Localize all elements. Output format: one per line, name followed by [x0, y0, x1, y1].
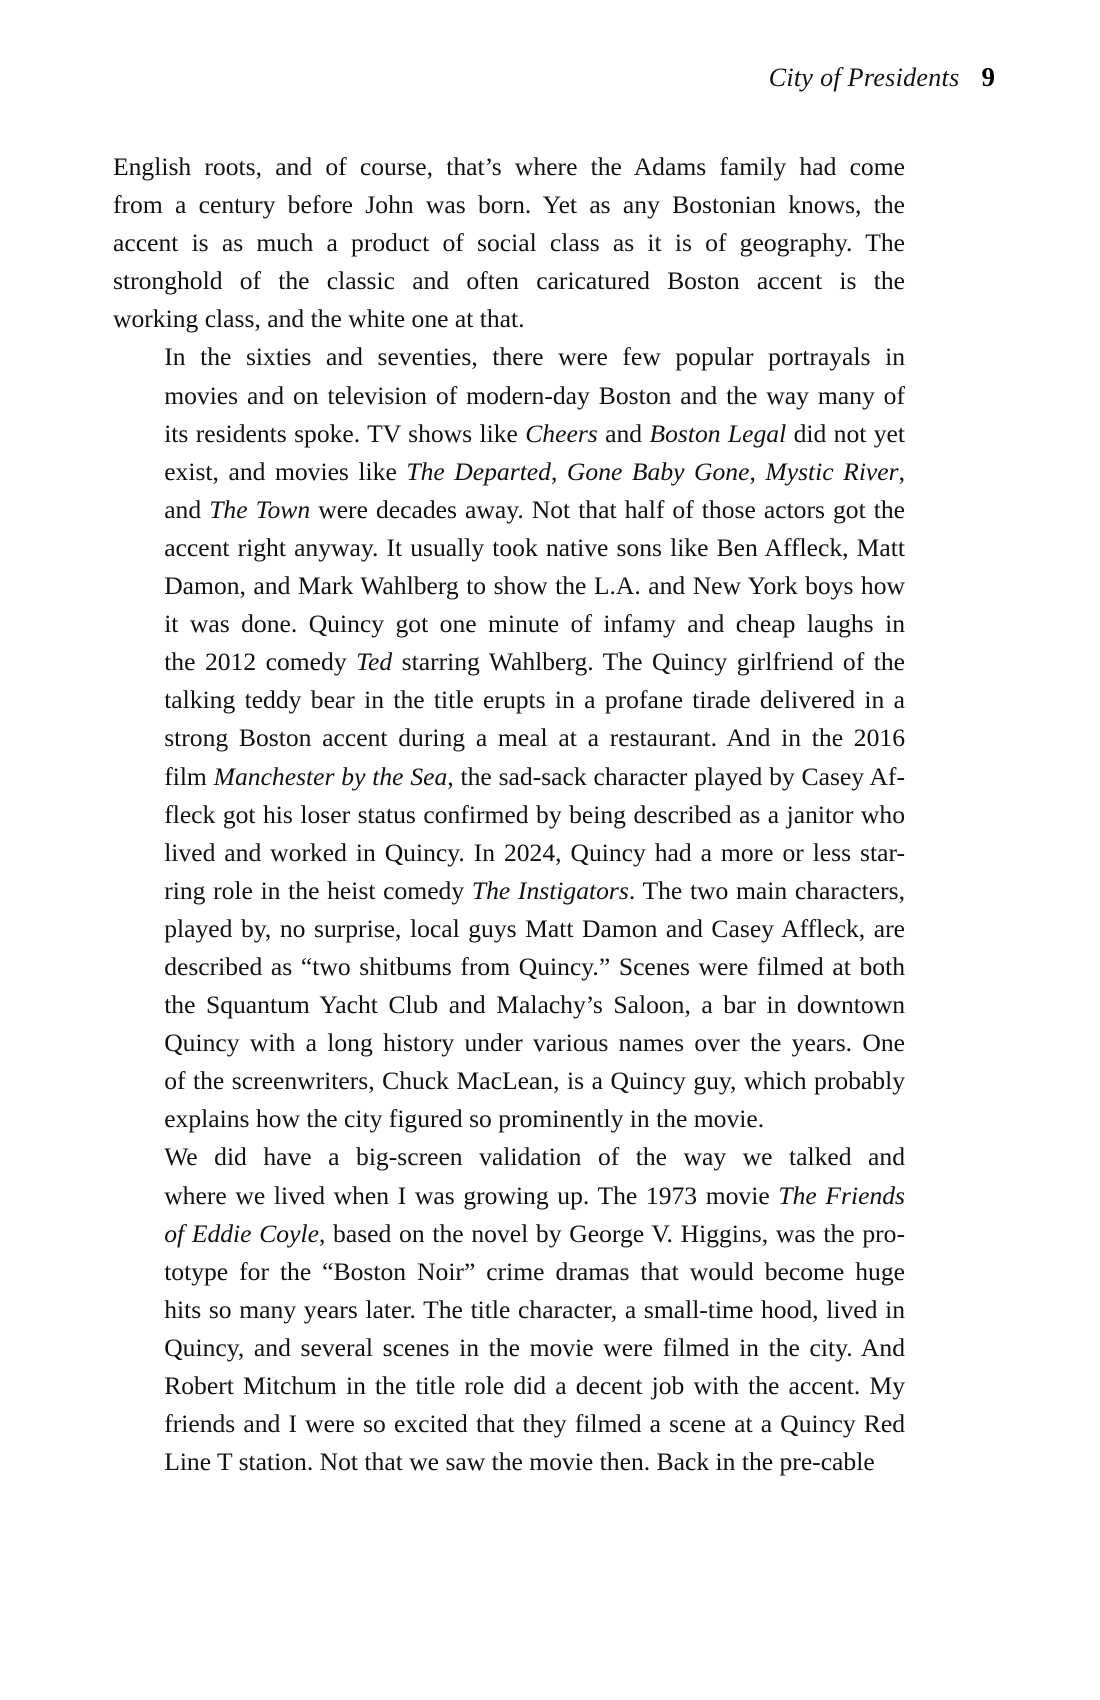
- text-line: [113, 1024, 905, 1062]
- italic-title: Mystic River: [765, 456, 899, 486]
- text-line: [113, 1253, 905, 1291]
- paragraph-3: [113, 1138, 905, 1481]
- text-line: [113, 453, 905, 491]
- text-line: [113, 186, 905, 224]
- text-run: where we lived when I was growing up. The 1973 movie: [164, 1180, 779, 1210]
- text-line: [113, 377, 905, 415]
- italic-title: The Instigators: [471, 875, 629, 905]
- text-run: ring role in the heist comedy: [164, 875, 472, 905]
- text-run: from a century before John was born. Yet as any Bostonian knows, the: [113, 190, 905, 220]
- text-line: [113, 1329, 905, 1367]
- text-run: Robert Mitchum in the title role did a decent job with the accent. My: [164, 1371, 905, 1400]
- italic-title: Gone Baby Gone: [566, 456, 750, 486]
- text-run: Quincy, and several scenes in the movie were filmed in the city. And: [164, 1332, 905, 1362]
- text-line: [113, 834, 905, 872]
- text-run: hits so many years later. The title character, a small-time hood, lived in: [164, 1294, 905, 1324]
- text-line: [113, 948, 905, 986]
- text-run: We did have a big-screen validation of the way we talked and: [164, 1142, 905, 1172]
- text-line: [113, 1405, 905, 1443]
- text-line: [113, 262, 905, 300]
- text-run: it was done. Quincy got one minute of infamy and cheap laughs in: [164, 609, 905, 639]
- italic-title: Manchester by the Sea: [213, 761, 448, 791]
- text-line: [113, 719, 905, 757]
- text-run: Line T station. Not that we saw the movie then. Back in the pre-cable: [164, 1447, 875, 1477]
- italic-title: of Eddie Coyle: [164, 1218, 319, 1248]
- text-run: English roots, and of course, that’s where the Adams family had come: [113, 152, 905, 181]
- text-run: explains how the city figured so prominently in the movie.: [164, 1104, 765, 1134]
- text-run: talking teddy bear in the title erupts in a profane tirade delivered in a: [164, 685, 905, 715]
- text-run: starring Wahlberg. The Quincy girlfriend of the: [392, 647, 905, 677]
- text-line: [113, 1215, 905, 1253]
- text-line: [113, 338, 905, 376]
- text-run: totype for the “Boston Noir” crime dramas that would become huge: [164, 1256, 905, 1286]
- text-run: described as “two shitbums from Quincy.” Scenes were filmed at both: [164, 951, 905, 981]
- text-run: lived and worked in Quincy. In 2024, Quincy had a more or less star-: [164, 837, 905, 867]
- text-line: [113, 1291, 905, 1329]
- text-run: accent is as much a product of social class as it is of geography. The: [113, 228, 905, 258]
- text-run: were decades away. Not that half of those actors got the: [310, 494, 906, 524]
- running-head-title: City of Presidents: [768, 63, 960, 92]
- text-line: [113, 1177, 905, 1215]
- italic-title: Cheers: [525, 418, 598, 448]
- text-run: the Squantum Yacht Club and Malachy’s Saloon, a bar in downtown: [164, 990, 905, 1020]
- paragraph-1: [113, 148, 905, 338]
- text-run: In the sixties and seventies, there were few popular portrayals in: [164, 342, 905, 372]
- text-run: accent right anyway. It usually took native sons like Ben Affleck, Matt: [164, 532, 905, 562]
- text-line: [113, 758, 905, 796]
- italic-title: The Departed: [406, 456, 551, 486]
- text-line: [113, 1100, 905, 1138]
- text-line: [113, 415, 905, 453]
- text-line: [113, 681, 905, 719]
- text-run: , the sad-sack character played by Casey Af-: [447, 761, 905, 791]
- italic-title: The Friends: [778, 1180, 905, 1210]
- text-run: ,: [749, 456, 766, 486]
- text-line: [113, 224, 905, 262]
- text-run: of the screenwriters, Chuck MacLean, is a Quincy guy, which probably: [164, 1066, 905, 1096]
- text-line: [113, 1062, 905, 1100]
- running-head: [769, 62, 995, 93]
- text-run: . The two main characters,: [628, 875, 905, 905]
- text-run: , based on the novel by George V. Higgins, was the pro-: [318, 1218, 905, 1248]
- text-run: film: [164, 761, 214, 791]
- italic-title: Ted: [356, 647, 393, 677]
- text-run: ,: [898, 456, 906, 486]
- body-text-block: [113, 148, 905, 1481]
- text-line: [113, 148, 905, 186]
- text-line: [113, 1138, 905, 1176]
- text-run: movies and on television of modern-day Boston and the way many of: [164, 380, 905, 410]
- text-run: played by, no surprise, local guys Matt Damon and Casey Affleck, are: [164, 913, 905, 943]
- text-line: [113, 872, 905, 910]
- text-run: and: [164, 494, 210, 524]
- text-line: [113, 643, 905, 681]
- text-run: Damon, and Mark Wahlberg to show the L.A. and New York boys how: [164, 571, 905, 601]
- page-number: 9: [981, 62, 995, 92]
- italic-title: Boston Legal: [649, 418, 787, 448]
- text-line: [113, 1367, 905, 1405]
- text-line: [113, 796, 905, 834]
- text-line: [113, 491, 905, 529]
- text-line: [113, 605, 905, 643]
- italic-title: The Town: [209, 494, 311, 524]
- text-run: friends and I were so excited that they filmed a scene at a Quincy Red: [164, 1409, 905, 1439]
- text-line: [113, 300, 905, 338]
- text-run: working class, and the white one at that.: [113, 304, 525, 334]
- text-line: [113, 986, 905, 1024]
- text-line: [113, 567, 905, 605]
- text-run: fleck got his loser status confirmed by being described as a janitor who: [164, 799, 905, 829]
- text-run: and: [597, 418, 650, 448]
- text-run: strong Boston accent during a meal at a restaurant. And in the 2016: [164, 723, 905, 753]
- text-run: did not yet: [786, 418, 905, 448]
- text-run: its residents spoke. TV shows like: [164, 418, 526, 448]
- paragraph-2: [113, 338, 905, 1138]
- text-run: stronghold of the classic and often caricatured Boston accent is the: [113, 266, 905, 296]
- text-run: Quincy with a long history under various names over the years. One: [164, 1028, 905, 1058]
- text-line: [113, 1443, 905, 1481]
- text-run: ,: [550, 456, 567, 486]
- text-run: exist, and movies like: [164, 456, 407, 486]
- text-run: the 2012 comedy: [164, 647, 357, 677]
- text-line: [113, 910, 905, 948]
- text-line: [113, 529, 905, 567]
